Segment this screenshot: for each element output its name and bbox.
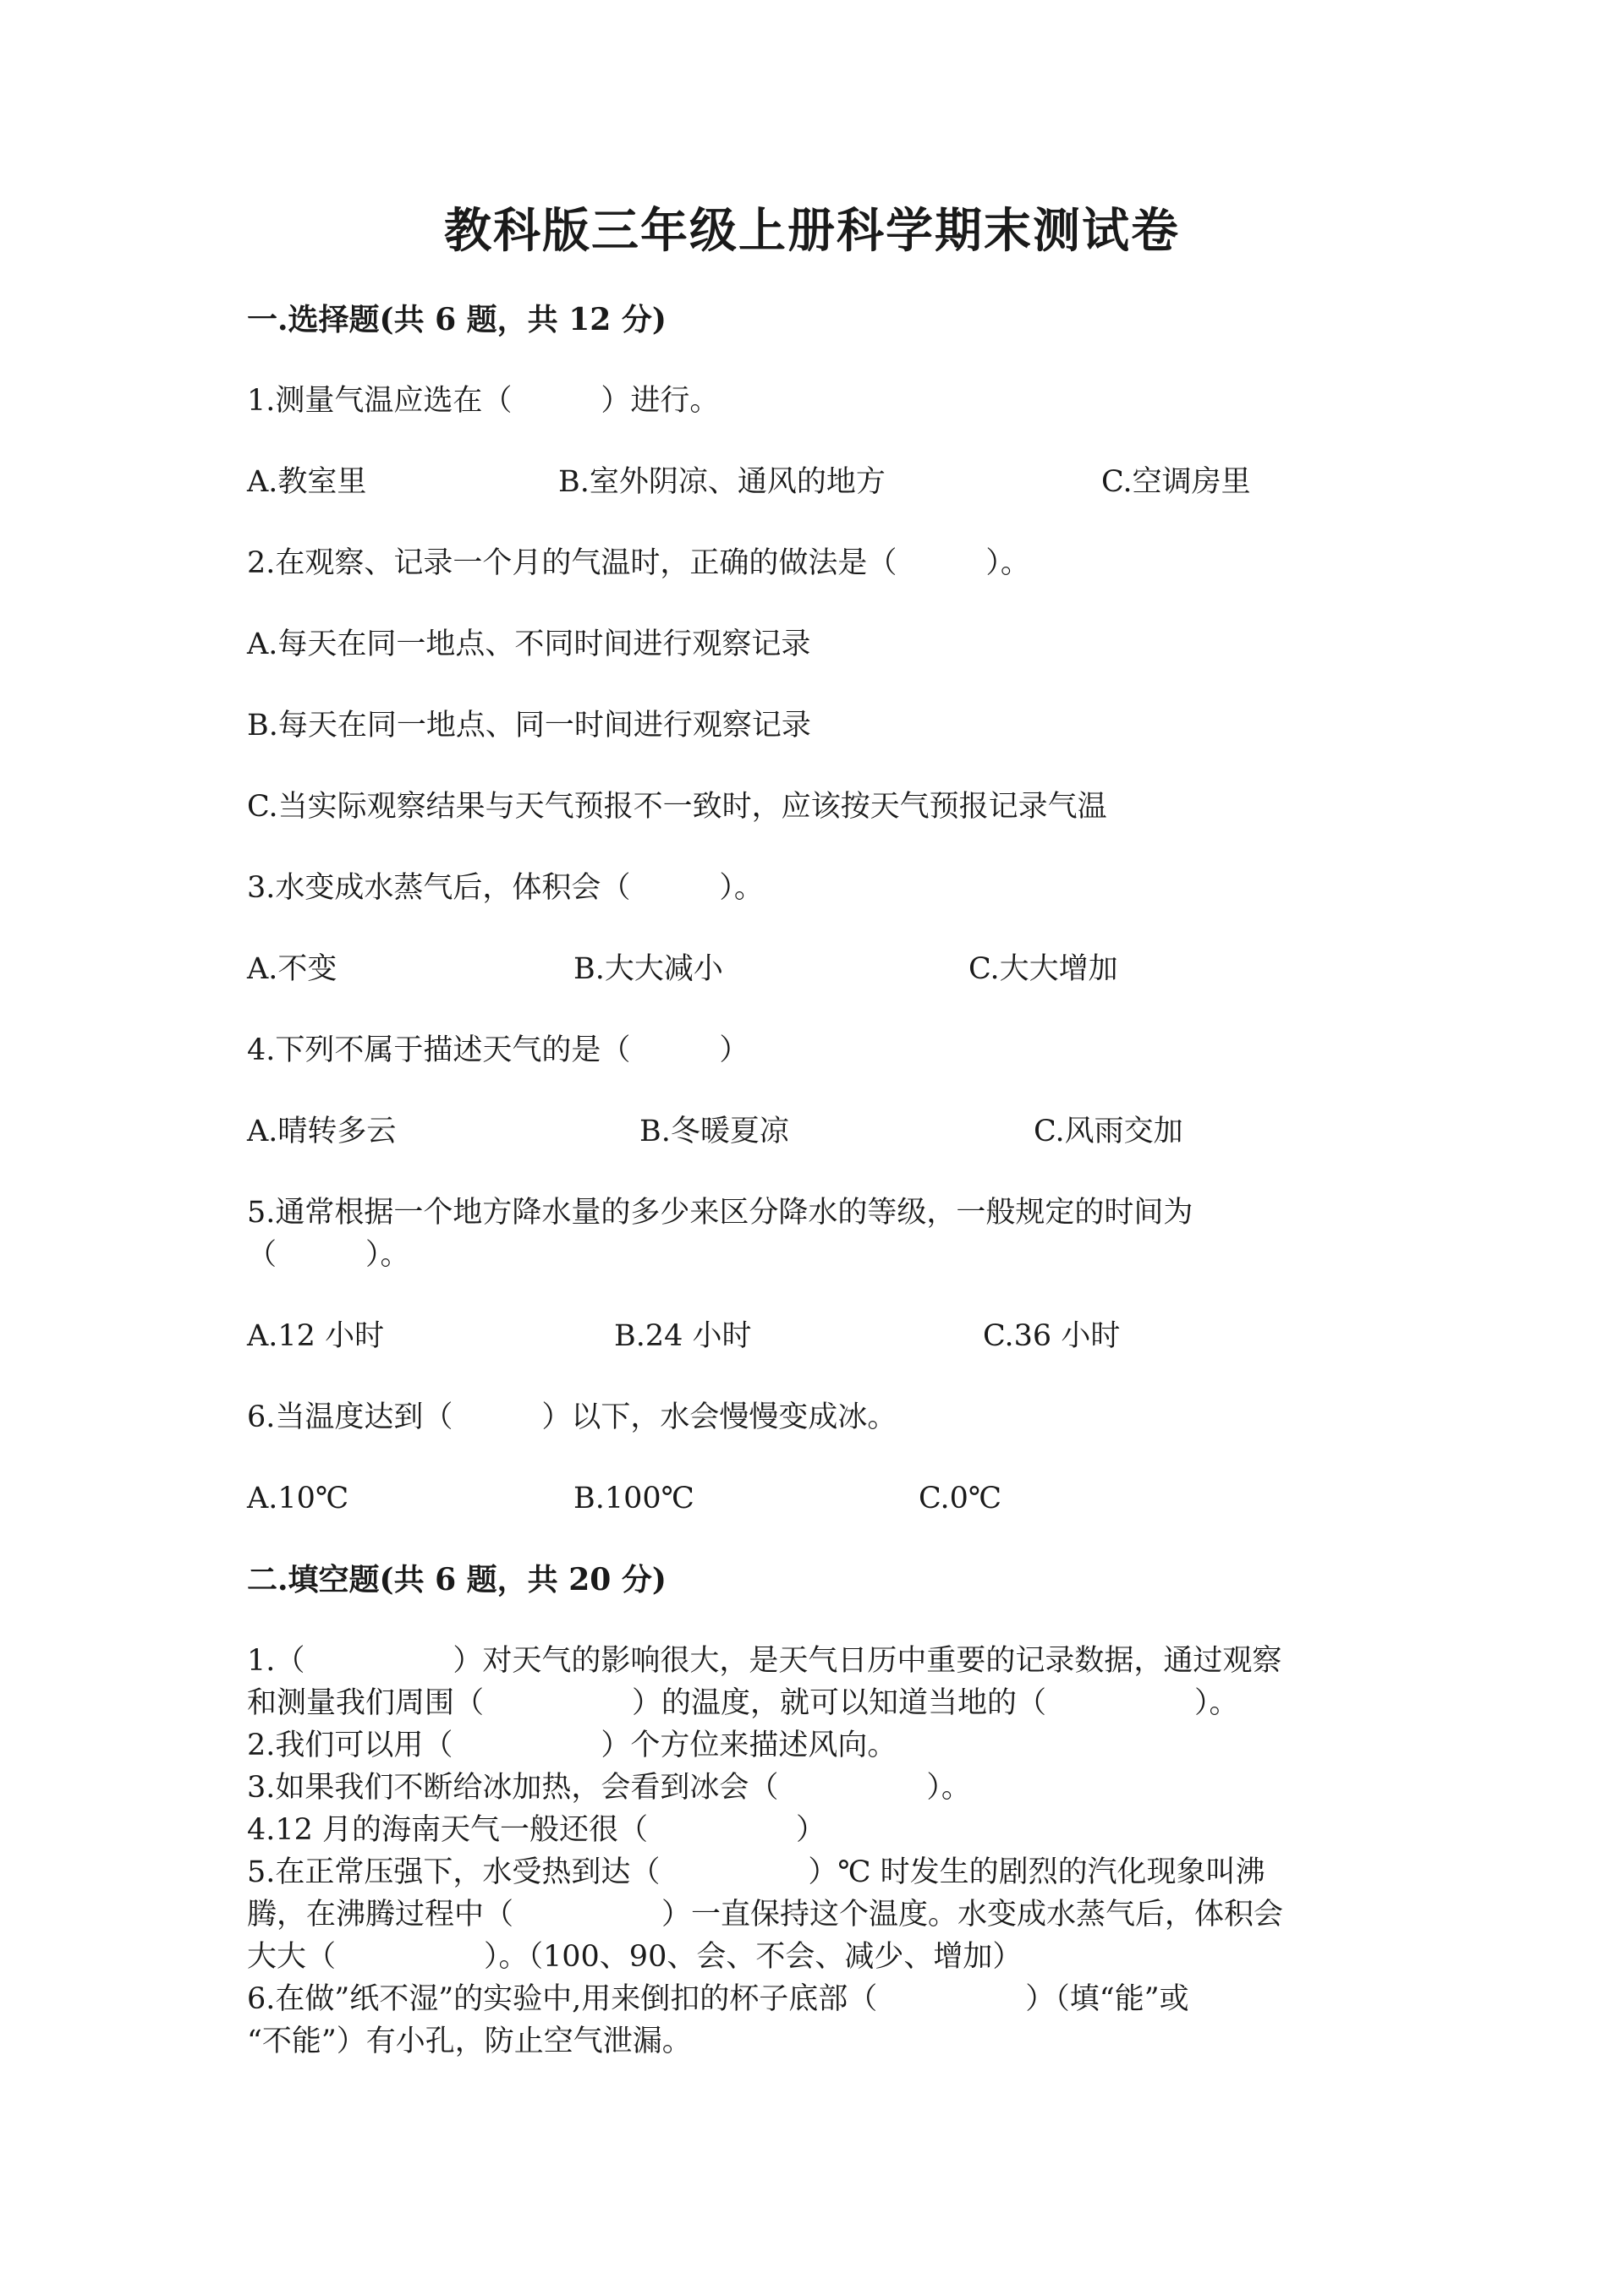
question-2-option-c: C.当实际观察结果与天气预报不一致时，应该按天气预报记录气温 (247, 790, 1107, 824)
question-1-option-a: A.教室里 (247, 465, 367, 499)
fill-blank-line-9: 6.在做”纸不湿”的实验中,用来倒扣的杯子底部（ ）（填“能”或 (247, 1982, 1189, 2016)
section-heading-fill-blank: 二.填空题(共 6 题，共 20 分) (247, 1562, 667, 1597)
question-3-option-b: B.大大减小 (573, 952, 723, 986)
fill-blank-line-2: 和测量我们周围（ ）的温度，就可以知道当地的（ ）。 (247, 1686, 1239, 1720)
fill-blank-line-5: 4.12 月的海南天气一般还很（ ） (247, 1813, 826, 1847)
question-6-option-a: A.10℃ (247, 1482, 349, 1515)
fill-blank-line-6: 5.在正常压强下，水受热到达（ ）℃ 时发生的剧烈的汽化现象叫沸 (247, 1855, 1265, 1889)
fill-blank-line-3: 2.我们可以用（ ）个方位来描述风向。 (247, 1729, 897, 1762)
question-4-option-a: A.晴转多云 (247, 1115, 397, 1148)
question-6-option-b: B.100℃ (573, 1482, 694, 1515)
question-2-option-b: B.每天在同一地点、同一时间进行观察记录 (247, 709, 811, 743)
section-heading-choice: 一.选择题(共 6 题，共 12 分) (247, 302, 667, 337)
question-1-option-c: C.空调房里 (1101, 465, 1251, 499)
question-6-stem: 6.当温度达到（ ）以下，水会慢慢变成冰。 (247, 1400, 897, 1434)
fill-blank-line-10: “不能”）有小孔，防止空气泄漏。 (247, 2025, 692, 2058)
question-5-option-c: C.36 小时 (983, 1319, 1121, 1353)
question-4-stem: 4.下列不属于描述天气的是（ ） (247, 1033, 749, 1067)
question-1-stem: 1.测量气温应选在（ ）进行。 (247, 384, 720, 418)
question-1-option-b: B.室外阴凉、通风的地方 (558, 465, 886, 499)
question-3-option-c: C.大大增加 (968, 952, 1118, 986)
question-5-option-b: B.24 小时 (614, 1319, 752, 1353)
fill-blank-line-7: 腾，在沸腾过程中（ ）一直保持这个温度。水变成水蒸气后，体积会 (247, 1898, 1284, 1932)
question-5-stem-line-2: （ ）。 (247, 1238, 410, 1272)
question-2-option-a: A.每天在同一地点、不同时间进行观察记录 (247, 627, 811, 661)
question-2-stem: 2.在观察、记录一个月的气温时，正确的做法是（ ）。 (247, 546, 1030, 580)
question-3-stem: 3.水变成水蒸气后，体积会（ ）。 (247, 871, 764, 905)
question-6-option-c: C.0℃ (919, 1482, 1002, 1515)
fill-blank-line-1: 1.（ ）对天气的影响很大，是天气日历中重要的记录数据，通过观察 (247, 1644, 1282, 1678)
fill-blank-line-4: 3.如果我们不断给冰加热，会看到冰会（ ）。 (247, 1771, 971, 1805)
question-3-option-a: A.不变 (247, 952, 337, 986)
page-title: 教科版三年级上册科学期末测试卷 (444, 203, 1180, 259)
question-4-option-b: B.冬暖夏凉 (639, 1115, 789, 1148)
question-5-stem-line-1: 5.通常根据一个地方降水量的多少来区分降水的等级，一般规定的时间为 (247, 1196, 1193, 1230)
question-4-option-c: C.风雨交加 (1034, 1115, 1183, 1148)
fill-blank-line-8: 大大（ ）。（100、90、会、不会、减少、增加） (247, 1940, 1023, 1974)
question-5-option-a: A.12 小时 (247, 1319, 385, 1353)
